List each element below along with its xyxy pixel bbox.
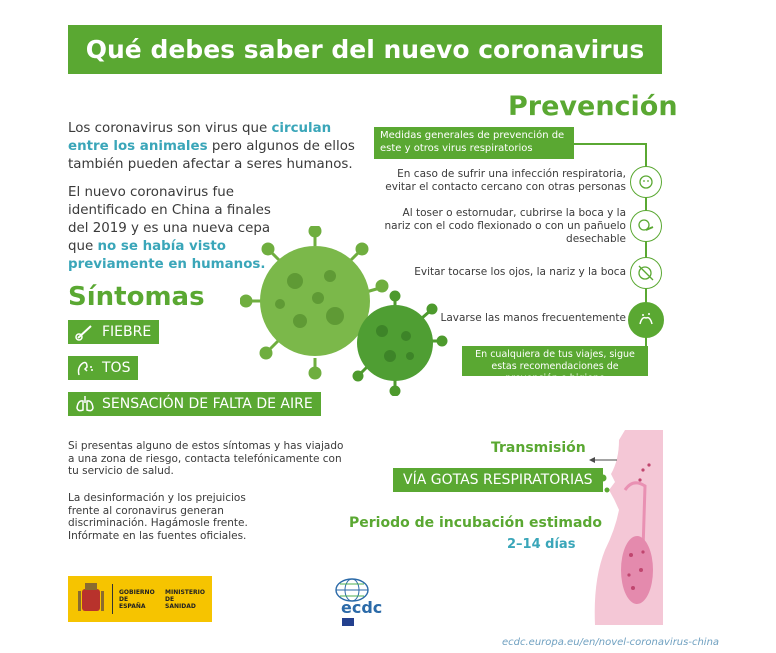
- face-contact-icon: [630, 166, 662, 198]
- prevention-guide-line-top: [574, 143, 646, 145]
- prevention-item-2: Al toser o estornudar, cubrirse la boca y la nariz con el codo flexionado o con un pañuelo desechable: [384, 207, 626, 245]
- intro-text-2a: El nuevo coronavirus fue identificado en China a finales del 2019 y es una nueva cepa que: [68, 185, 271, 254]
- prevention-item-1: En caso de sufrir una infección respiratoria, evitar el contacto cercano con otras personas: [385, 168, 626, 193]
- sneeze-elbow-icon: [630, 210, 662, 242]
- incubation-value: 2–14 días: [507, 537, 576, 552]
- transmission-heading: Transmisión: [491, 440, 586, 456]
- eu-flag-icon: [342, 618, 354, 626]
- logo-divider: [112, 584, 113, 614]
- footer-url[interactable]: ecdc.europa.eu/en/novel-coronavirus-china: [502, 637, 720, 648]
- coronavirus-illustration-icon: [240, 226, 450, 396]
- ecdc-logo: [333, 578, 393, 626]
- intro-text-1a: Los coronavirus son virus que: [68, 121, 268, 136]
- prevention-heading: Prevención: [508, 91, 678, 122]
- symptom-shortness-of-breath: [68, 392, 321, 416]
- thermometer-icon: [74, 322, 96, 342]
- prevention-subheading: Medidas generales de prevención de este y otros virus respiratorios: [374, 127, 574, 159]
- misinformation-advice: La desinformación y los prejuicios frente al coronavirus generan discriminación. Hagámosle frente. Infórmate en las fuentes oficiales.: [68, 492, 248, 542]
- prevention-item-4: Lavarse las manos frecuentemente: [440, 312, 626, 324]
- symptoms-heading: Síntomas: [68, 282, 205, 312]
- symptom-label: FIEBRE: [102, 324, 152, 340]
- prevention-item-3: Evitar tocarse los ojos, la nariz y la boca: [414, 266, 626, 278]
- incubation-label: Periodo de incubación estimado: [349, 515, 603, 531]
- lungs-icon: [74, 394, 96, 414]
- handwashing-icon: [628, 302, 664, 338]
- spain-coat-of-arms-icon: [76, 581, 106, 617]
- intro-highlight-2: no se había visto previamente en humanos.: [68, 239, 266, 272]
- spain-government-logo: [68, 576, 212, 622]
- intro-paragraph-1: [68, 120, 358, 174]
- symptom-label: SENSACIÓN DE FALTA DE AIRE: [102, 396, 313, 412]
- page-title: Qué debes saber del nuevo coronavirus: [68, 25, 662, 74]
- symptom-fever: [68, 320, 159, 344]
- cough-icon: [74, 358, 96, 378]
- transmission-badge: [393, 468, 603, 492]
- travel-note: En cualquiera de tus viajes, sigue estas recomendaciones de prevención e higiene: [462, 346, 648, 376]
- symptom-cough: [68, 356, 138, 380]
- respiratory-system-icon: [585, 430, 663, 625]
- no-touch-face-icon: [630, 257, 662, 289]
- symptoms-advice: Si presentas alguno de estos síntomas y has viajado a una zona de riesgo, contacta telefónicamente con tu servicio de salud.: [68, 440, 344, 477]
- ecdc-wordmark: ecdc: [341, 598, 383, 617]
- intro-highlight-1: circulan entre los animales: [68, 121, 332, 154]
- ministry-text: MINISTERIO DE SANIDAD: [165, 588, 205, 610]
- gov-text: GOBIERNO DE ESPAÑA: [119, 588, 155, 610]
- symptom-label: TOS: [102, 360, 131, 376]
- intro-text-1b: pero algunos de ellos también pueden afectar a seres humanos.: [68, 139, 355, 172]
- transmission-badge-label: VÍA GOTAS RESPIRATORIAS: [403, 472, 593, 488]
